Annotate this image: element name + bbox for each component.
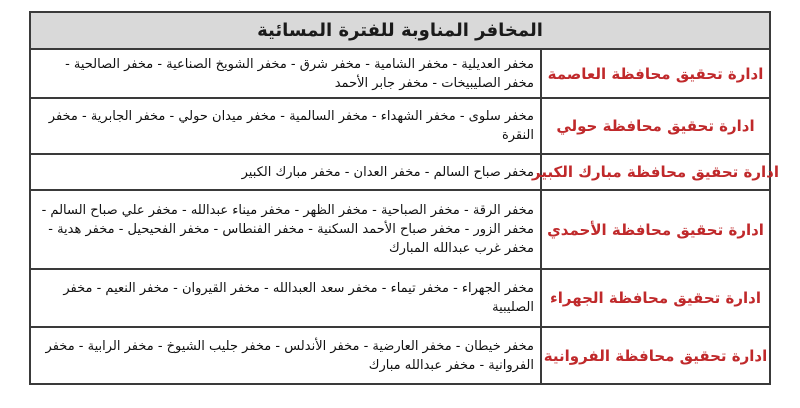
centers-list: مخفر العديلية - مخفر الشامية - مخفر شرق - مخفر الشويخ الصناعية - مخفر الصالحية - مخفر الصليبيخات - مخفر جابر الأحمد <box>65 56 534 91</box>
region-label: ادارة تحقيق محافظة العاصمة <box>540 50 769 97</box>
table-row <box>31 191 769 270</box>
table-row <box>31 50 769 99</box>
centers-list: مخفر صباح السالم - مخفر العدان - مخفر مبارك الكبير <box>241 164 534 180</box>
centers-list: مخفر سلوى - مخفر الشهداء - مخفر السالمية - مخفر ميدان حولي - مخفر الجابرية - مخفر النقرة <box>48 109 534 143</box>
table-row <box>31 155 779 191</box>
centers-list: مخفر الجهراء - مخفر تيماء - مخفر سعد العبدالله - مخفر القيروان - مخفر النعيم - مخفر الصليبية <box>63 281 534 315</box>
centers-list: مخفر خيطان - مخفر العارضية - مخفر الأندلس - مخفر جليب الشيوخ - مخفر الرابية - مخفر الفروانية - مخفر عبدالله مبارك <box>45 338 534 373</box>
table-title: المخافر المناوبة للفترة المسائية <box>31 13 769 50</box>
region-label: ادارة تحقيق محافظة حولي <box>540 99 769 153</box>
table-row <box>31 328 769 383</box>
table-row <box>31 270 769 328</box>
region-label: ادارة تحقيق محافظة مبارك الكبير <box>540 155 769 189</box>
centers-list: مخفر الرقة - مخفر الصباحية - مخفر الظهر - مخفر ميناء عبدالله - مخفر علي صباح السالم - مخفر الزور - مخفر صباح الأحمد السكنية - مخفر الفنطاس - مخفر الفحيحيل - مخفر هدية - مخفر غرب عبدالله المبارك <box>41 203 534 256</box>
region-label: ادارة تحقيق محافظة الجهراء <box>540 270 769 326</box>
region-label: ادارة تحقيق محافظة الفروانية <box>540 328 769 383</box>
police-centers-table <box>29 11 779 385</box>
table-row <box>31 99 769 155</box>
region-label: ادارة تحقيق محافظة الأحمدي <box>540 191 769 268</box>
